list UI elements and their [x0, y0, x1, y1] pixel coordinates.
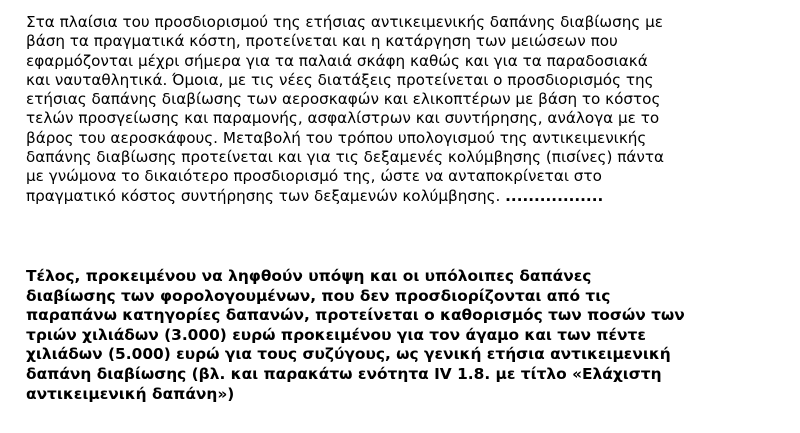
bold-text-line: χιλιάδων (5.000) ευρώ για τους συζύγους, ως γενική ετήσια αντικειμενική	[26, 345, 671, 364]
paragraph-bold	[26, 267, 685, 404]
text-line: και ναυταθλητικά. Όμοια, με τις νέες διατάξεις προτείνεται ο προσδιορισμός της	[26, 70, 654, 89]
document-body	[26, 13, 786, 403]
text-line: βάρος του αεροσκάφους. Μεταβολή του τρόπου υπολογισμού της αντικειμενικής	[26, 128, 647, 147]
bold-text-line: τριών χιλιάδων (3.000) ευρώ προκειμένου για τον άγαμο και των πέντε	[26, 325, 646, 344]
text-line: ετήσιας δαπάνης διαβίωσης των αεροσκαφών και ελικοπτέρων με βάση το κόστος	[26, 90, 661, 109]
text-line: βάση τα πραγματικά κόστη, προτείνεται και η κατάργηση των μειώσεων που	[26, 32, 618, 51]
text-line: δαπάνης διαβίωσης προτείνεται και για τις δεξαμενές κολύμβησης (πισίνες) πάντα	[26, 148, 665, 167]
bold-text-line: παραπάνω κατηγορίες δαπανών, προτείνεται ο καθορισμός των ποσών των	[26, 306, 685, 325]
bold-text-line: διαβίωσης των φορολογουμένων, που δεν προσδιορίζονται από τις	[26, 286, 611, 305]
text-line: εφαρμόζονται μέχρι σήμερα για τα παλαιά σκάφη καθώς και για τα παραδοσιακά	[26, 51, 648, 70]
trailing-dots: .................	[505, 186, 604, 205]
text-line: Στα πλαίσια του προσδιορισμού της ετήσιας αντικειμενικής δαπάνης διαβίωσης με	[26, 13, 663, 31]
text-line-last	[26, 187, 786, 206]
bold-text-line: Τέλος, προκειμένου να ληφθούν υπόψη και οι υπόλοιπες δαπάνες	[26, 267, 592, 285]
paragraph-regular	[26, 13, 786, 206]
text-line-content: πραγματικό κόστος συντήρησης των δεξαμενών κολύμβησης.	[26, 186, 501, 205]
text-line: με γνώμονα το δικαιότερο προσδιορισμό της, ώστε να ανταποκρίνεται στο	[26, 167, 602, 186]
bold-text-line: δαπάνη διαβίωσης (βλ. και παρακάτω ενότητα IV 1.8. με τίτλο «Ελάχιστη	[26, 364, 662, 383]
bold-text-line: αντικειμενική δαπάνη»)	[26, 384, 235, 403]
text-line: τελών προσγείωσης και παραμονής, ασφαλίστρων και συντήρησης, ανάλογα με το	[26, 109, 660, 128]
